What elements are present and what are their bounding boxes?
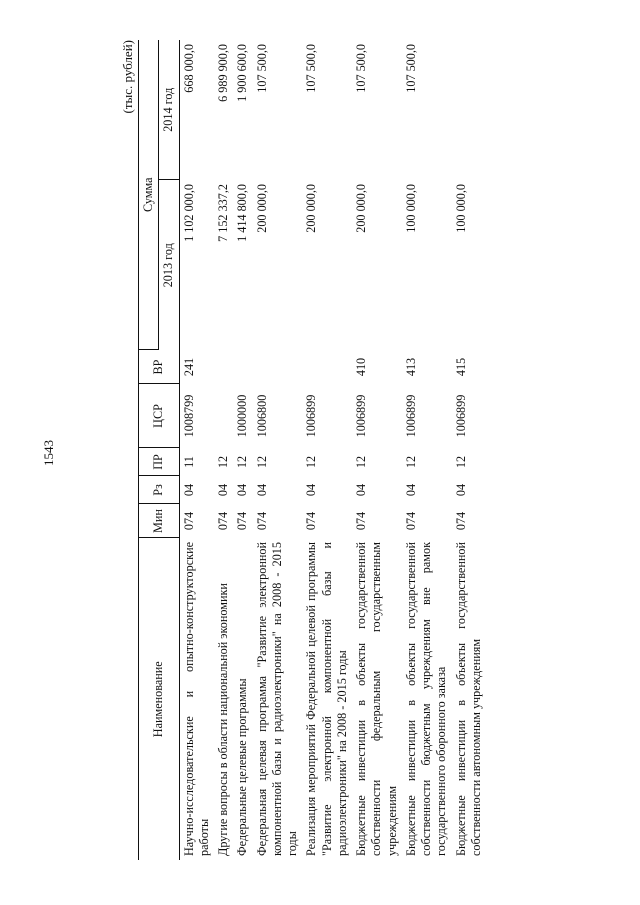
row-pr: 12 [354,455,368,469]
header-min: Мин [139,504,180,538]
row-sum-2013: 7 152 337,2 [216,184,230,242]
row-sum-2014: 107 500,0 [403,43,418,93]
row-name: Федеральные целевые программы [235,678,250,856]
row-rz: 04 [403,483,418,497]
row-sum-2013: 1 102 000,0 [181,184,196,242]
row-rz: 04 [181,483,196,497]
header-sum: Сумма [139,40,159,350]
row-pr: 12 [304,455,319,469]
row-csr: 1006899 [354,394,368,438]
row-rz: 04 [235,483,250,497]
row-name: Бюджетные инвестиции в объекты государственной собственности федеральным государственным учреждениям [354,542,399,856]
row-min: 074 [354,511,368,531]
row-pr: 12 [403,455,418,469]
row-min: 074 [181,511,196,531]
table-row [352,40,402,860]
row-csr: 1006800 [254,394,269,438]
page-number: 1543 [41,440,56,466]
row-pr: 12 [235,455,250,469]
row-vr: 413 [403,357,418,377]
row-name: Бюджетные инвестиции в объекты государственной собственности автономным учреждениям [453,542,483,856]
row-min: 074 [453,511,468,531]
row-name: Бюджетные инвестиции в объекты государственной собственности бюджетным учреждениям вне рамок государственного оборонного заказа [403,542,449,856]
row-sum-2013: 200 000,0 [354,184,368,233]
row-name: Другие вопросы в области национальной экономики [216,583,230,856]
row-sum-2013: 200 000,0 [304,184,319,233]
row-vr: 410 [354,357,368,377]
row-rz: 04 [304,483,319,497]
row-vr [253,350,303,384]
row-sum-2013: 1 414 800,0 [235,184,250,242]
row-sum-2014: 107 500,0 [304,43,319,93]
row-name: Реализация мероприятий Федеральной целевой программы "Развитие электронной компонентной базы и радиоэлектроники" на 2008 - 2015 годы [304,542,349,856]
row-min: 074 [403,511,418,531]
row-vr: 415 [453,357,468,377]
row-min: 074 [235,511,250,531]
row-rz: 04 [354,483,368,497]
row-csr: 1000000 [235,394,250,438]
row-min: 074 [254,511,269,531]
row-name: Научно-исследовательские и опытно-конструкторские работы [181,542,211,856]
header-pr: ПР [139,448,180,476]
row-sum-2013: 200 000,0 [254,184,269,233]
table-row [214,40,233,860]
header-year-2013: 2013 год [159,180,179,350]
table-row [302,40,352,860]
row-sum-2014: 1 900 600,0 [235,43,250,102]
row-pr: 12 [453,455,468,469]
row-csr: 1006899 [403,394,418,438]
row-rz: 04 [216,483,230,497]
table-row [452,40,487,860]
row-csr: 1006899 [304,394,319,438]
row-sum-2013: 100 000,0 [453,184,468,233]
row-rz: 04 [254,483,269,497]
row-csr: 1006899 [453,394,468,438]
row-min: 074 [304,511,319,531]
table-row [233,40,252,860]
row-sum-2014: 6 989 900,0 [216,43,230,102]
row-sum-2013: 100 000,0 [403,184,418,233]
header-csr: ЦСР [139,384,180,448]
budget-sheet [120,40,500,860]
row-sum-2014: 107 500,0 [354,43,368,93]
header-name: Наименование [139,538,180,860]
row-pr: 11 [181,456,196,468]
header-vr: ВР [139,350,180,384]
row-vr: 241 [181,357,196,377]
budget-table [138,40,486,860]
row-pr: 12 [216,455,230,469]
row-vr [302,350,352,384]
table-row [179,40,214,860]
row-sum-2014: 107 500,0 [254,43,269,93]
row-sum-2014 [452,40,487,180]
row-csr [214,384,233,448]
table-row [402,40,452,860]
row-min: 074 [216,511,230,531]
row-vr [214,350,233,384]
table-row [253,40,303,860]
row-pr: 12 [254,455,269,469]
row-sum-2014: 668 000,0 [181,43,196,93]
row-vr [233,350,252,384]
row-csr: 1008799 [181,394,196,438]
header-rz: Рз [139,476,180,504]
row-name: Федеральная целевая программа "Развитие электронной компонентной базы и радиоэлектроники" на 2008 - 2015 годы [254,542,299,856]
row-rz: 04 [453,483,468,497]
units-label: (тыс. рублей) [120,40,135,114]
header-year-2014: 2014 год [159,40,179,180]
